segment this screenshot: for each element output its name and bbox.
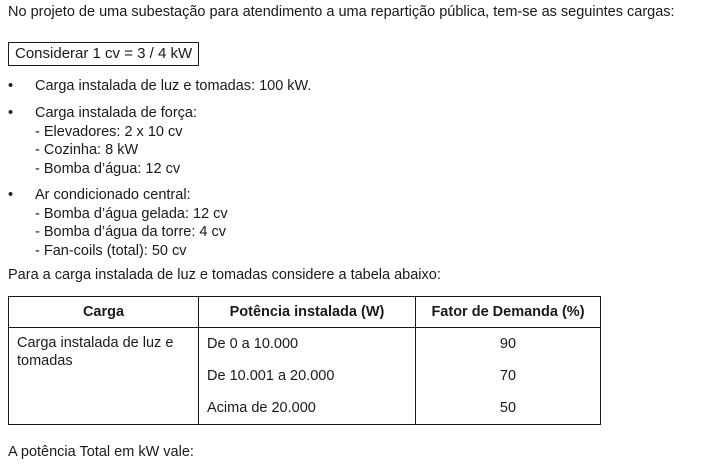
factor-value: 90 xyxy=(499,336,517,352)
load-item: - Bomba d’água: 12 cv xyxy=(35,160,181,177)
load-item: - Fan-coils (total): 50 cv xyxy=(35,242,187,259)
load-item: - Bomba d’água da torre: 4 cv xyxy=(35,224,227,240)
column-header-fator: Fator de Demanda (%) xyxy=(416,297,601,328)
column-header-potencia: Potência instalada (W) xyxy=(199,297,416,328)
factor-value: 70 xyxy=(499,368,517,384)
bullet-icon: • xyxy=(8,105,14,121)
load-title: Carga instalada de força: xyxy=(35,105,198,121)
conversion-note-box: Considerar 1 cv = 3 / 4 kW xyxy=(8,42,199,66)
load-title: Carga instalada de luz e tomadas: 100 kW. xyxy=(35,78,312,94)
load-group-power xyxy=(8,104,198,178)
load-group-hvac xyxy=(8,186,228,260)
demand-factor-table xyxy=(8,296,601,425)
question-prompt: A potência Total em kW vale: xyxy=(8,444,194,460)
range-value: De 10.001 a 20.000 xyxy=(207,368,335,384)
factor-value: 50 xyxy=(499,400,517,416)
table-intro: Para a carga instalada de luz e tomadas considere a tabela abaixo: xyxy=(8,267,441,283)
fator-cell xyxy=(416,328,601,425)
load-item: - Bomba d’água gelada: 12 cv xyxy=(35,205,228,222)
column-header-carga: Carga xyxy=(9,297,199,328)
load-item: - Elevadores: 2 x 10 cv xyxy=(35,123,183,140)
range-value: De 0 a 10.000 xyxy=(207,336,299,352)
table-header-row xyxy=(9,297,601,328)
load-item: - Cozinha: 8 kW xyxy=(35,142,139,158)
load-title-row xyxy=(8,186,228,205)
carga-cell: Carga instalada de luz e tomadas xyxy=(9,328,199,425)
potencia-cell xyxy=(199,328,416,425)
load-title: Ar condicionado central: xyxy=(35,187,191,203)
bullet-icon: • xyxy=(8,187,14,203)
table-row xyxy=(9,328,601,425)
load-title-row xyxy=(8,104,198,123)
problem-intro: No projeto de uma subestação para atendimento a uma repartição pública, tem-se as seguintes cargas: xyxy=(8,4,675,20)
range-value: Acima de 20.000 xyxy=(207,400,316,416)
bullet-icon: • xyxy=(8,78,14,94)
